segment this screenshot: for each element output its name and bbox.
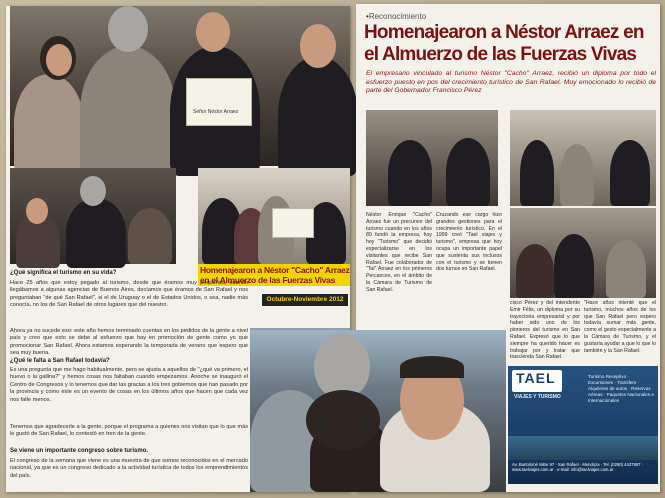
tael-tagline: VIAJES Y TURISMO <box>514 394 561 400</box>
tael-contact: Av. Bartolomé Mitre 97 · San Rafael · Mendoza · Tel. (0260) 4427557 · www.taelviajes.com.ar · e-mail: info@taelviajes.com.ar <box>512 462 644 473</box>
date-badge: Octubre-Noviembre 2012 <box>262 294 348 306</box>
man-grey-suit-figure <box>80 46 176 176</box>
ceremony-man-3 <box>610 140 650 206</box>
embrace-man-hair-icon <box>400 356 464 378</box>
ceremony-man-1 <box>520 140 554 206</box>
body-col-2: Cruzando ese cargo hizo grandes gestiones para el crecimiento turístico. En el 1999 creó "Tael viajes y turismo", empresa que hoy ocupa un importante papel que sustenta sus inclusos con el turismo y se tienen dos turnos en San Rafael. <box>436 212 502 273</box>
table-man <box>554 234 594 298</box>
question-2: ¿Qué le falta a San Rafael todavía? <box>10 358 110 364</box>
embrace-woman-head <box>306 390 380 450</box>
handshake-man-right <box>446 138 490 206</box>
section-label: •Reconocimiento <box>366 12 427 21</box>
audience-right-figure <box>128 208 172 264</box>
photo-audience <box>10 168 176 264</box>
body-col-4: "Hace años intenté que el turismo, muchos años de los que San Rafael pero espero todavía sumar más gente, como el gesto especialmente a la Cámara de Turismo, y el gustaría ayudar a que lo que lo también y la San Rafael. <box>584 300 656 354</box>
answer-1: Hace 25 años que estoy pegado al turismo, desde que éramos muy pequeños, cuando llegábamos a algunas agencias de Buenos Aires, decíamos que éramos de San Rafael y nos preguntaban "de qué San Rafael", si el de Uruguay o el de Estados Unidos, o sea, nadie más conocía, no los de San Rafael de otros lugares que del nuestro. <box>10 280 248 309</box>
headline-line2: el Almuerzo de las Fuerzas Vivas <box>364 44 637 65</box>
tael-brand: TAEL <box>516 370 556 386</box>
answer-5: El congreso de la semana que viene es una muestra de que somos reconocidos en el mercado nacional, ya que es un congreso dedicado a la actividad turística de todos los emprendimientos del país. <box>10 458 248 479</box>
table-man-right <box>606 240 646 298</box>
question-3: Se viene un importante congreso sobre turismo. <box>10 448 149 454</box>
photo-diploma-presentation <box>10 6 350 166</box>
diploma <box>186 78 252 126</box>
photo-guests-table <box>510 208 656 298</box>
answer-2: Ahora ya no sucede eso: este año hemos terminado cuentas en los pedidos de la gente a nivel país y creo que esto se debe al esfuerzo que hay en promoción de gente como yo que promocionar San Rafael. Ahora estamos esperando la temporada de verano que espero que sea muy buena. <box>10 328 248 357</box>
lead-paragraph: El empresario vinculado al turismo Néstor "Cacho" Arraez, recibió un diploma por todo el esfuerzo puesto en pos del crecimiento turístico de San Rafael. Muy emocionado lo recibió de parte del Gobernador Francisco Pérez <box>366 70 656 95</box>
question-1: ¿Qué significa el turismo en su vida? <box>10 270 117 276</box>
body-col-1: Néstor Enrique "Cacho" Arraez fue un precursor del turismo cuando en los años 80 fundó la empresa, hoy hoy "Turismo" que decidió especializarse en los visitantes que recibe San Rafael. Fue colaborador de "Tal" Arraez en los primeros Percances, en el ámbito de la Cámara de Turismo de San Rafael. <box>366 212 432 293</box>
answer-3: Es una pregunta que me hago habitualmente, pero se ajusta a aquellos de "¿qué va primero, el huevo o la gallina?" y hemos cosas nos faltaban cuando empezamos. Anoche se inauguró el Centro de Congresos y lo tenemos que dar las gracias a los tres gobiernos que han pasado por la provincia y como este es un evento de cosas en los últimos años que hacen que cada vez nos falte menos. <box>10 367 248 403</box>
man-right-figure <box>278 56 358 176</box>
table-woman <box>516 244 554 298</box>
left-caption-line1: Homenajearon a Néstor "Cacho" Arraez <box>200 265 350 275</box>
audience-man-head <box>80 176 106 206</box>
body-col-3: cisco Pérez y del intendente Emir Félix, un diploma por su trayectoria empresarial y por haber sido uno de los pioneros del turismo en San Rafael. Expresó que lo que siempre ha querido hacer es trabajar por y tratar que trascienda San Rafael. <box>510 300 580 361</box>
photo-governor-handshake <box>366 110 498 206</box>
headline-line1: Homenajearon a Néstor Arraez en <box>364 22 644 43</box>
right-clipping <box>356 4 660 492</box>
photo-ceremony-group <box>510 110 656 206</box>
diploma-text: Señor Néstor Arraez <box>193 109 239 115</box>
tael-services: Turismo Receptivo · Excursiones · Transfers · Alquileres de autos · Reservas Aéreas · Paquetes Nacionales e Internacionales <box>588 374 654 403</box>
woman-face <box>46 44 72 76</box>
answer-4: Tenemos que agradecerle a la gente, porque el programa a quienes nos visitan que lo que más le gustó de San Rafael, lo contestó en tren de la gente. <box>10 424 248 438</box>
section-bullet-icon: • <box>366 12 369 21</box>
group-diploma <box>272 208 314 238</box>
man-right-head <box>300 24 336 68</box>
photo-group-diploma <box>198 168 350 264</box>
handshake-man-left <box>388 140 432 206</box>
left-caption-line2: en el Almuerzo de las Fuerzas Vivas <box>200 275 336 285</box>
ceremony-man-2 <box>560 144 594 206</box>
man-dark-head <box>196 12 230 52</box>
photo-embrace-large <box>250 330 506 492</box>
audience-woman-head <box>26 198 48 224</box>
audience-man-figure <box>66 198 126 268</box>
woman-figure <box>14 74 84 174</box>
tael-advertisement <box>508 366 658 484</box>
tael-landscape-icon <box>508 436 658 460</box>
man-grey-head <box>108 6 148 52</box>
